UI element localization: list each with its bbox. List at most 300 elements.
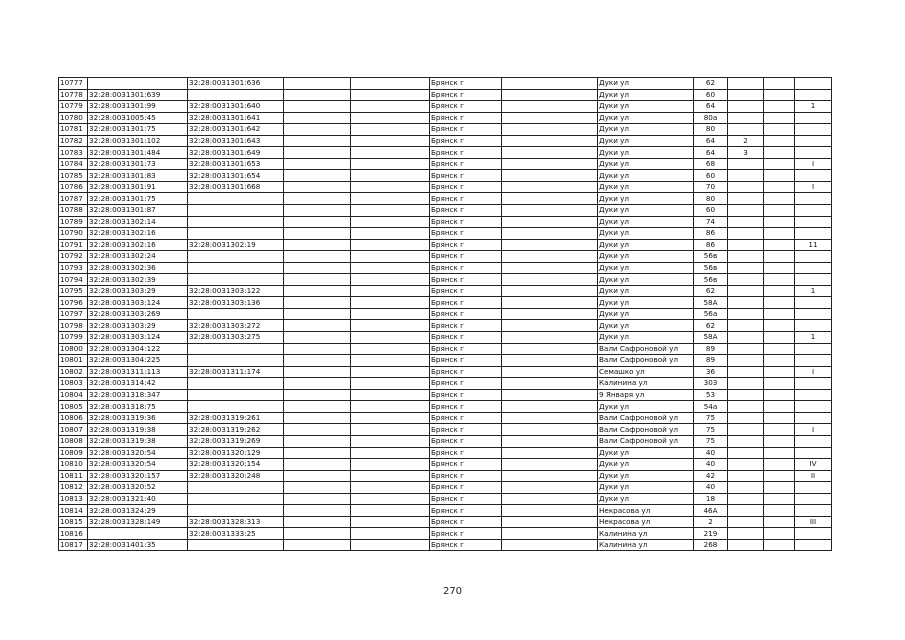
table-body (59, 78, 832, 551)
cadastral-number-2: 32:28:0031301:642 (188, 124, 284, 136)
empty-cell (764, 89, 795, 101)
city-cell: Брянск г (430, 528, 502, 540)
empty-cell (764, 401, 795, 413)
cadastral-number-2: 32:28:0031319:262 (188, 424, 284, 436)
street-cell: Дуки ул (598, 89, 694, 101)
building-number (728, 262, 764, 274)
empty-cell (764, 447, 795, 459)
house-number: 62 (694, 78, 728, 90)
apartment-number: 1 (795, 285, 832, 297)
empty-cell (502, 239, 598, 251)
row-id: 10792 (59, 251, 88, 263)
empty-cell (351, 101, 430, 113)
cadastral-number: 32:28:0031301:83 (88, 170, 188, 182)
empty-cell (764, 205, 795, 217)
table-row (59, 539, 832, 551)
row-id: 10798 (59, 320, 88, 332)
row-id: 10806 (59, 412, 88, 424)
empty-cell (502, 424, 598, 436)
empty-cell (502, 332, 598, 344)
apartment-number: 1 (795, 101, 832, 113)
empty-cell (351, 482, 430, 494)
cadastral-number: 32:28:0031005:45 (88, 112, 188, 124)
street-cell: Дуки ул (598, 251, 694, 263)
building-number (728, 124, 764, 136)
cadastral-number-2 (188, 274, 284, 286)
apartment-number (795, 89, 832, 101)
empty-cell (502, 435, 598, 447)
building-number (728, 482, 764, 494)
empty-cell (502, 539, 598, 551)
apartment-number: 11 (795, 239, 832, 251)
row-id: 10794 (59, 274, 88, 286)
city-cell: Брянск г (430, 239, 502, 251)
empty-cell (764, 528, 795, 540)
empty-cell (502, 516, 598, 528)
table-row (59, 251, 832, 263)
empty-cell (284, 181, 351, 193)
street-cell: Дуки ул (598, 239, 694, 251)
house-number: 68 (694, 158, 728, 170)
cadastral-number: 32:28:0031303:124 (88, 297, 188, 309)
building-number (728, 78, 764, 90)
city-cell: Брянск г (430, 274, 502, 286)
apartment-number (795, 170, 832, 182)
empty-cell (351, 170, 430, 182)
empty-cell (284, 308, 351, 320)
house-number: 62 (694, 285, 728, 297)
city-cell: Брянск г (430, 228, 502, 240)
apartment-number (795, 493, 832, 505)
street-cell: Дуки ул (598, 320, 694, 332)
building-number (728, 274, 764, 286)
table-row (59, 332, 832, 344)
city-cell: Брянск г (430, 251, 502, 263)
cadastral-number: 32:28:0031320:157 (88, 470, 188, 482)
apartment-number (795, 251, 832, 263)
empty-cell (502, 124, 598, 136)
cadastral-number-2: 32:28:0031301:654 (188, 170, 284, 182)
cadastral-number-2 (188, 216, 284, 228)
empty-cell (351, 274, 430, 286)
row-id: 10783 (59, 147, 88, 159)
empty-cell (284, 193, 351, 205)
empty-cell (351, 216, 430, 228)
house-number: 80 (694, 124, 728, 136)
cadastral-number-2 (188, 378, 284, 390)
house-number: 2 (694, 516, 728, 528)
cadastral-number: 32:28:0031303:29 (88, 320, 188, 332)
table-row (59, 228, 832, 240)
apartment-number (795, 297, 832, 309)
empty-cell (351, 389, 430, 401)
empty-cell (284, 274, 351, 286)
row-id: 10817 (59, 539, 88, 551)
row-id: 10799 (59, 332, 88, 344)
empty-cell (284, 89, 351, 101)
cadastral-number-2: 32:28:0031333:25 (188, 528, 284, 540)
empty-cell (764, 285, 795, 297)
row-id: 10784 (59, 158, 88, 170)
empty-cell (502, 205, 598, 217)
cadastral-number: 32:28:0031328:149 (88, 516, 188, 528)
row-id: 10779 (59, 101, 88, 113)
apartment-number: II (795, 470, 832, 482)
house-number: 86 (694, 228, 728, 240)
apartment-number (795, 216, 832, 228)
street-cell: Дуки ул (598, 332, 694, 344)
table-row (59, 482, 832, 494)
apartment-number (795, 262, 832, 274)
empty-cell (351, 470, 430, 482)
row-id: 10780 (59, 112, 88, 124)
empty-cell (351, 320, 430, 332)
cadastral-number-2 (188, 262, 284, 274)
table-row (59, 435, 832, 447)
table-row (59, 112, 832, 124)
apartment-number (795, 539, 832, 551)
empty-cell (284, 389, 351, 401)
street-cell: Дуки ул (598, 112, 694, 124)
empty-cell (764, 539, 795, 551)
building-number (728, 539, 764, 551)
cadastral-number (88, 528, 188, 540)
house-number: 40 (694, 447, 728, 459)
empty-cell (502, 89, 598, 101)
row-id: 10812 (59, 482, 88, 494)
empty-cell (502, 147, 598, 159)
city-cell: Брянск г (430, 181, 502, 193)
house-number: 86 (694, 239, 728, 251)
apartment-number: III (795, 516, 832, 528)
cadastral-number: 32:28:0031303:124 (88, 332, 188, 344)
apartment-number (795, 378, 832, 390)
empty-cell (284, 470, 351, 482)
empty-cell (764, 170, 795, 182)
row-id: 10787 (59, 193, 88, 205)
empty-cell (502, 355, 598, 367)
empty-cell (284, 505, 351, 517)
cadastral-number: 32:28:0031302:36 (88, 262, 188, 274)
table-row (59, 205, 832, 217)
empty-cell (502, 343, 598, 355)
house-number: 60 (694, 89, 728, 101)
row-id: 10805 (59, 401, 88, 413)
building-number (728, 528, 764, 540)
street-cell: Дуки ул (598, 216, 694, 228)
empty-cell (502, 366, 598, 378)
empty-cell (502, 112, 598, 124)
apartment-number: IV (795, 459, 832, 471)
cadastral-number-2: 32:28:0031301:640 (188, 101, 284, 113)
cadastral-number: 32:28:0031320:54 (88, 447, 188, 459)
apartment-number (795, 112, 832, 124)
empty-cell (351, 251, 430, 263)
house-number: 62 (694, 320, 728, 332)
building-number (728, 378, 764, 390)
building-number (728, 228, 764, 240)
cadastral-number: 32:28:0031302:39 (88, 274, 188, 286)
empty-cell (502, 470, 598, 482)
empty-cell (764, 262, 795, 274)
row-id: 10785 (59, 170, 88, 182)
empty-cell (764, 378, 795, 390)
empty-cell (764, 112, 795, 124)
table-row (59, 147, 832, 159)
empty-cell (284, 285, 351, 297)
city-cell: Брянск г (430, 216, 502, 228)
row-id: 10803 (59, 378, 88, 390)
cadastral-number: 32:28:0031301:102 (88, 135, 188, 147)
cadastral-number: 32:28:0031311:113 (88, 366, 188, 378)
empty-cell (502, 170, 598, 182)
empty-cell (284, 424, 351, 436)
city-cell: Брянск г (430, 505, 502, 517)
empty-cell (764, 308, 795, 320)
building-number (728, 158, 764, 170)
city-cell: Брянск г (430, 308, 502, 320)
row-id: 10804 (59, 389, 88, 401)
cadastral-number-2: 32:28:0031320:154 (188, 459, 284, 471)
empty-cell (764, 412, 795, 424)
city-cell: Брянск г (430, 378, 502, 390)
table-row (59, 505, 832, 517)
empty-cell (351, 193, 430, 205)
building-number: 3 (728, 147, 764, 159)
city-cell: Брянск г (430, 493, 502, 505)
empty-cell (351, 181, 430, 193)
table-row (59, 320, 832, 332)
empty-cell (764, 101, 795, 113)
house-number: 75 (694, 435, 728, 447)
street-cell: Дуки ул (598, 101, 694, 113)
street-cell: Дуки ул (598, 228, 694, 240)
table-row (59, 378, 832, 390)
row-id: 10778 (59, 89, 88, 101)
empty-cell (284, 251, 351, 263)
table-row (59, 528, 832, 540)
empty-cell (502, 181, 598, 193)
house-number: 56в (694, 262, 728, 274)
cadastral-number: 32:28:0031301:75 (88, 124, 188, 136)
cadastral-number-2 (188, 401, 284, 413)
table-row (59, 89, 832, 101)
empty-cell (502, 158, 598, 170)
empty-cell (502, 459, 598, 471)
cadastral-number-2: 32:28:0031328:313 (188, 516, 284, 528)
house-number: 70 (694, 181, 728, 193)
cadastral-number-2: 32:28:0031319:261 (188, 412, 284, 424)
apartment-number (795, 124, 832, 136)
cadastral-number: 32:28:0031314:42 (88, 378, 188, 390)
apartment-number (795, 205, 832, 217)
street-cell: Дуки ул (598, 135, 694, 147)
table-row (59, 170, 832, 182)
table-row (59, 459, 832, 471)
empty-cell (284, 297, 351, 309)
row-id: 10797 (59, 308, 88, 320)
house-number: 36 (694, 366, 728, 378)
empty-cell (502, 320, 598, 332)
building-number (728, 181, 764, 193)
city-cell: Брянск г (430, 158, 502, 170)
cadastral-number: 32:28:0031401:35 (88, 539, 188, 551)
building-number (728, 435, 764, 447)
table-row (59, 355, 832, 367)
cadastral-number-2 (188, 482, 284, 494)
empty-cell (284, 239, 351, 251)
apartment-number (795, 78, 832, 90)
table-row (59, 366, 832, 378)
city-cell: Брянск г (430, 435, 502, 447)
empty-cell (764, 424, 795, 436)
table-row (59, 412, 832, 424)
city-cell: Брянск г (430, 459, 502, 471)
empty-cell (284, 378, 351, 390)
apartment-number (795, 447, 832, 459)
cadastral-number-2: 32:28:0031301:641 (188, 112, 284, 124)
cadastral-number: 32:28:0031318:75 (88, 401, 188, 413)
cadastral-number-2: 32:28:0031303:122 (188, 285, 284, 297)
row-id: 10802 (59, 366, 88, 378)
empty-cell (351, 424, 430, 436)
city-cell: Брянск г (430, 205, 502, 217)
cadastral-number-2: 32:28:0031302:19 (188, 239, 284, 251)
building-number (728, 112, 764, 124)
empty-cell (351, 135, 430, 147)
cadastral-number (88, 78, 188, 90)
building-number (728, 239, 764, 251)
house-number: 46А (694, 505, 728, 517)
cadastral-number: 32:28:0031301:639 (88, 89, 188, 101)
building-number (728, 205, 764, 217)
street-cell: Дуки ул (598, 470, 694, 482)
empty-cell (502, 297, 598, 309)
apartment-number (795, 135, 832, 147)
cadastral-number: 32:28:0031302:24 (88, 251, 188, 263)
house-number: 18 (694, 493, 728, 505)
cadastral-number: 32:28:0031304:122 (88, 343, 188, 355)
city-cell: Брянск г (430, 470, 502, 482)
house-number: 56а (694, 308, 728, 320)
street-cell: Дуки ул (598, 297, 694, 309)
cadastral-number-2: 32:28:0031320:129 (188, 447, 284, 459)
building-number (728, 401, 764, 413)
cadastral-number-2: 32:28:0031303:272 (188, 320, 284, 332)
apartment-number (795, 435, 832, 447)
empty-cell (351, 332, 430, 344)
row-id: 10807 (59, 424, 88, 436)
empty-cell (351, 378, 430, 390)
cadastral-number: 32:28:0031318:347 (88, 389, 188, 401)
row-id: 10789 (59, 216, 88, 228)
empty-cell (284, 401, 351, 413)
house-number: 89 (694, 343, 728, 355)
street-cell: Дуки ул (598, 124, 694, 136)
city-cell: Брянск г (430, 332, 502, 344)
empty-cell (351, 459, 430, 471)
street-cell: Дуки ул (598, 401, 694, 413)
city-cell: Брянск г (430, 262, 502, 274)
cadastral-number-2: 32:28:0031303:275 (188, 332, 284, 344)
empty-cell (502, 482, 598, 494)
city-cell: Брянск г (430, 193, 502, 205)
building-number (728, 343, 764, 355)
table-row (59, 516, 832, 528)
city-cell: Брянск г (430, 89, 502, 101)
row-id: 10793 (59, 262, 88, 274)
empty-cell (502, 251, 598, 263)
empty-cell (764, 239, 795, 251)
city-cell: Брянск г (430, 424, 502, 436)
empty-cell (284, 482, 351, 494)
street-cell: Вали Сафроновой ул (598, 412, 694, 424)
empty-cell (284, 78, 351, 90)
row-id: 10800 (59, 343, 88, 355)
city-cell: Брянск г (430, 112, 502, 124)
cadastral-number: 32:28:0031302:16 (88, 228, 188, 240)
empty-cell (351, 158, 430, 170)
house-number: 268 (694, 539, 728, 551)
empty-cell (284, 355, 351, 367)
empty-cell (284, 320, 351, 332)
house-number: 54а (694, 401, 728, 413)
house-number: 58А (694, 297, 728, 309)
empty-cell (351, 297, 430, 309)
street-cell: Вали Сафроновой ул (598, 355, 694, 367)
table-row (59, 308, 832, 320)
street-cell: Дуки ул (598, 147, 694, 159)
row-id: 10815 (59, 516, 88, 528)
address-table (58, 77, 832, 551)
cadastral-number: 32:28:0031324:29 (88, 505, 188, 517)
city-cell: Брянск г (430, 124, 502, 136)
cadastral-number: 32:28:0031321:40 (88, 493, 188, 505)
building-number (728, 320, 764, 332)
table-row (59, 493, 832, 505)
empty-cell (764, 366, 795, 378)
row-id: 10816 (59, 528, 88, 540)
cadastral-number-2 (188, 505, 284, 517)
city-cell: Брянск г (430, 482, 502, 494)
cadastral-number-2 (188, 251, 284, 263)
row-id: 10786 (59, 181, 88, 193)
cadastral-number-2: 32:28:0031311:174 (188, 366, 284, 378)
empty-cell (502, 528, 598, 540)
table-row (59, 274, 832, 286)
city-cell: Брянск г (430, 135, 502, 147)
empty-cell (351, 205, 430, 217)
city-cell: Брянск г (430, 170, 502, 182)
apartment-number (795, 355, 832, 367)
empty-cell (351, 493, 430, 505)
empty-cell (764, 389, 795, 401)
empty-cell (284, 124, 351, 136)
house-number: 74 (694, 216, 728, 228)
building-number (728, 447, 764, 459)
table-row (59, 401, 832, 413)
building-number (728, 297, 764, 309)
street-cell: Дуки ул (598, 205, 694, 217)
street-cell: Дуки ул (598, 193, 694, 205)
empty-cell (764, 505, 795, 517)
empty-cell (284, 412, 351, 424)
house-number: 80а (694, 112, 728, 124)
empty-cell (502, 308, 598, 320)
document-sheet (58, 77, 832, 551)
cadastral-number-2: 32:28:0031301:636 (188, 78, 284, 90)
building-number (728, 505, 764, 517)
